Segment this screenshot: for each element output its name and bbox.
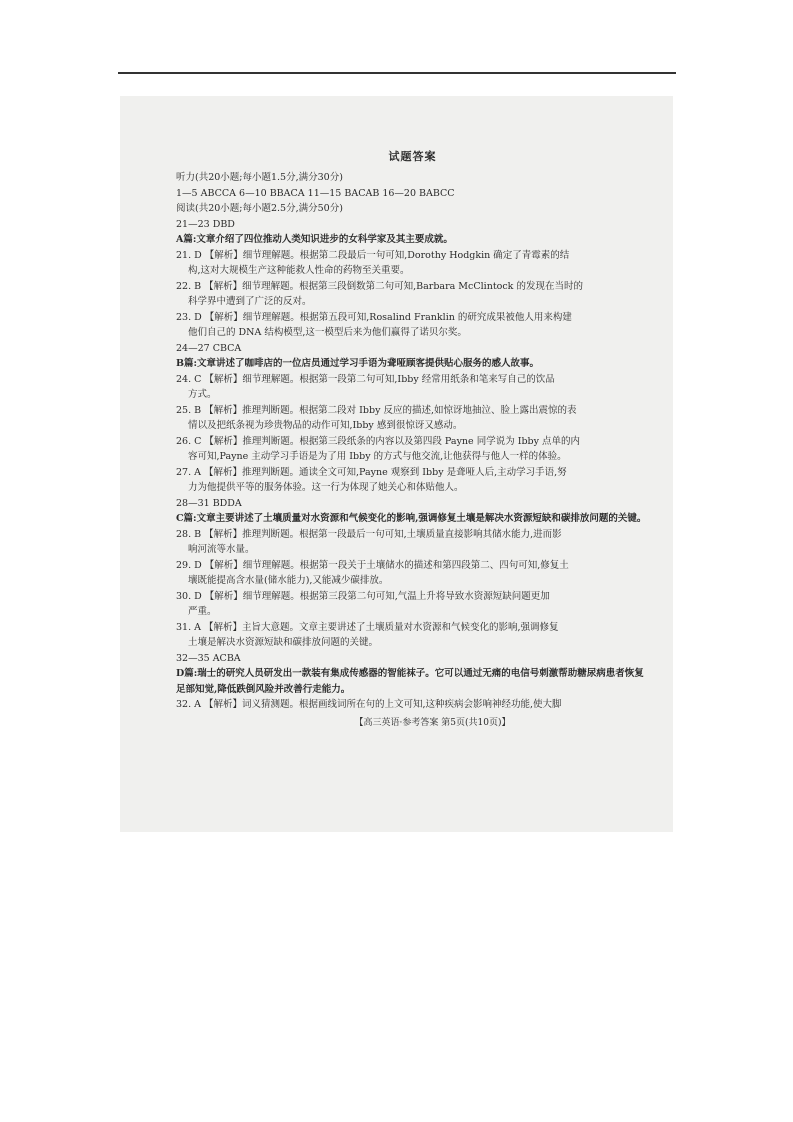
answer-range-d: 32—35 ACBA — [176, 652, 241, 664]
explanation-line: 严重。 — [188, 606, 217, 617]
explanation-line: 壤既能提高含水量(储水能力),又能减少碳排放。 — [188, 575, 389, 586]
explanation-item — [176, 620, 649, 651]
explanation-line: 26. C 【解析】推理判断题。根据第三段纸条的内容以及第四段 Payne 同学说为 Ibby 点单的内 — [176, 435, 581, 447]
explanation-item — [176, 434, 649, 465]
explanation-line: 24. C 【解析】细节理解题。根据第一段第二句可知,Ibby 经常用纸条和笔来写自己的饮品 — [176, 373, 555, 385]
explanation-line: 方式。 — [188, 389, 217, 400]
explanation-item — [176, 310, 649, 341]
top-rule — [118, 72, 676, 74]
answer-range-c: 28—31 BDDA — [176, 497, 242, 509]
page-title: 试题答案 — [388, 150, 437, 163]
explanation-line: 22. B 【解析】细节理解题。根据第三段倒数第二句可知,Barbara McClintock 的发现在当时的 — [176, 280, 583, 292]
explanation-line: 情以及把纸条视为珍贵物品的动作可知,Ibby 感到很惊讶又感动。 — [188, 420, 463, 431]
summary-a: A篇:文章介绍了四位推动人类知识进步的女科学家及其主要成就。 — [176, 234, 453, 245]
scanned-answer-sheet — [120, 96, 673, 832]
explanation-line: 29. D 【解析】细节理解题。根据第一段关于土壤储水的描述和第四段第二、四句可知,修复土 — [176, 559, 569, 571]
explanation-item — [176, 279, 649, 310]
explanation-line: 30. D 【解析】细节理解题。根据第三段第二句可知,气温上升将导致水资源短缺问题更加 — [176, 590, 550, 602]
listening-answers: 1—5 ABCCA 6—10 BBACA 11—15 BACAB 16—20 BABCC — [176, 187, 455, 199]
explanation-line: 土壤是解决水资源短缺和碳排放问题的关键。 — [188, 637, 379, 648]
explanation-line: 21. D 【解析】细节理解题。根据第二段最后一句可知,Dorothy Hodgkin 确定了青霉素的结 — [176, 249, 570, 261]
explanation-item — [176, 372, 649, 403]
explanation-line: 构,这对大规模生产这种能救人性命的药物至关重要。 — [188, 265, 410, 276]
explanation-line: 响河流等水量。 — [188, 544, 255, 555]
explanation-line: 27. A 【解析】推理判断题。通读全文可知,Payne 观察到 Ibby 是聋哑人后,主动学习手语,努 — [176, 466, 567, 478]
explanation-line: 32. A 【解析】词义猜测题。根据画线词所在句的上文可知,这种疾病会影响神经功能,使大脚 — [176, 699, 562, 710]
answer-range-b: 24—27 CBCA — [176, 342, 242, 354]
explanation-line: 28. B 【解析】推理判断题。根据第一段最后一句可知,土壤质量直接影响其储水能力,进而影 — [176, 528, 562, 540]
summary-d: D篇:瑞士的研究人员研发出一款装有集成传感器的智能袜子。它可以通过无痛的电信号刺激帮助糖尿病患者恢复足部知觉,降低跌倒风险并改善行走能力。 — [176, 668, 644, 695]
reading-header: 阅读(共20小题;每小题2.5分,满分50分) — [176, 203, 343, 214]
summary-b: B篇:文章讲述了咖啡店的一位店员通过学习手语为聋哑顾客提供贴心服务的感人故事。 — [176, 358, 540, 369]
explanation-line: 容可知,Payne 主动学习手语是为了用 Ibby 的方式与他交流,让他获得与他人一样的体验。 — [188, 451, 567, 462]
explanation-item — [176, 527, 649, 558]
explanation-line: 23. D 【解析】细节理解题。根据第五段可知,Rosalind Franklin 的研究成果被他人用来构建 — [176, 311, 572, 323]
page-footer: 【高三英语·参考答案 第5页(共10页)】 — [354, 717, 511, 728]
explanation-line: 力为他提供平等的服务体验。这一行为体现了她关心和体贴他人。 — [188, 482, 464, 493]
explanation-line: 25. B 【解析】推理判断题。根据第二段对 Ibby 反应的描述,如惊讶地抽泣、脸上露出震惊的表 — [176, 404, 577, 416]
summary-c: C篇:文章主要讲述了土壤质量对水资源和气候变化的影响,强调修复土壤是解决水资源短缺和碳排放问题的关键。 — [176, 513, 647, 524]
explanation-item — [176, 697, 649, 713]
explanation-line: 科学界中遭到了广泛的反对。 — [188, 296, 312, 307]
explanation-item — [176, 403, 649, 434]
explanation-item — [176, 248, 649, 279]
explanation-item — [176, 558, 649, 589]
listening-header: 听力(共20小题;每小题1.5分,满分30分) — [176, 172, 343, 183]
explanation-line: 31. A 【解析】主旨大意题。文章主要讲述了土壤质量对水资源和气候变化的影响,强调修复 — [176, 621, 559, 633]
explanation-item — [176, 465, 649, 496]
explanation-item — [176, 589, 649, 620]
explanation-line: 他们自己的 DNA 结构模型,这一模型后来为他们赢得了诺贝尔奖。 — [188, 327, 467, 338]
answer-range-a: 21—23 DBD — [176, 218, 235, 230]
